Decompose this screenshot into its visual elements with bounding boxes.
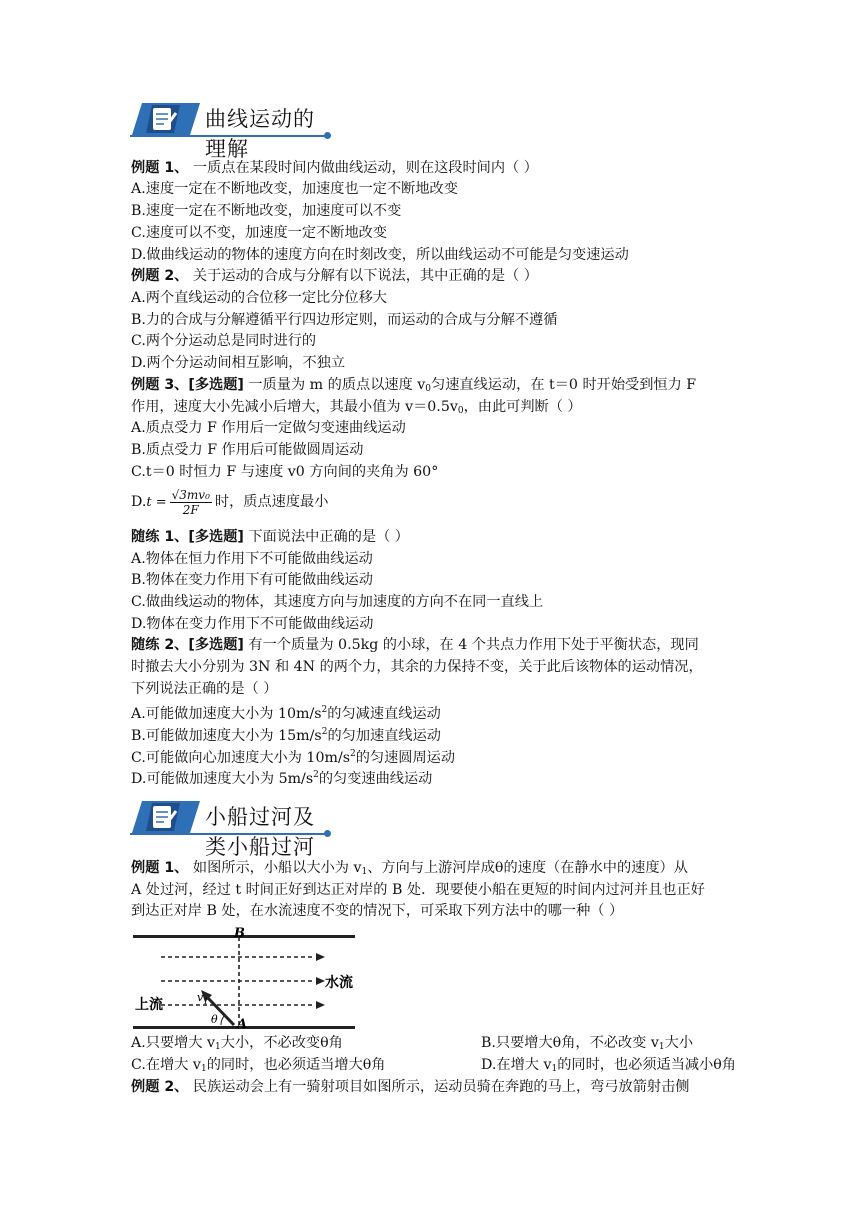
option-b: B.可能做加速度大小为 $15m/s^2$的匀加速直线运动 (131, 727, 441, 744)
river-crossing-figure (133, 927, 358, 1033)
label-water-flow: 水流 (325, 975, 353, 991)
section-title: 曲线运动的理解 (205, 107, 315, 161)
option-b: B.物体在变力作用下有可能做曲线运动 (131, 572, 373, 588)
question-text: 关于运动的合成与分解有以下说法，其中正确的是（ ） (188, 268, 538, 284)
question-text: 一质点在某段时间内做曲线运动，则在这段时间内（ ） (188, 160, 538, 176)
question-label: 例题 1、 (131, 160, 189, 176)
option-d: D.物体在变力作用下不可能做曲线运动 (131, 616, 374, 632)
question-label: 例题 2、 (131, 1079, 189, 1095)
question-ex3-cont: 作用，速度大小先减小后增大，其最小值为 $v=0.5v_0$，由此可判断（ ） (131, 399, 582, 416)
question-boat-ex1: 例题 1、 如图所示，小船以大小为 $v_1$、方向与上游河岸成θ的速度（在静水中的速度）从 (131, 860, 688, 877)
question-label: 例题 1、 (131, 860, 189, 876)
question-drill2: 随练 2、[多选题] 有一个质量为 0.5kg 的小球，在 4 个共点力作用下处于平衡状态，现同 (131, 637, 699, 653)
option-c: C.可能做向心加速度大小为 $10m/s^2$的匀速圆周运动 (131, 749, 456, 766)
question-ex3: 例题 3、[多选题] 一质量为 m 的质点以速度 $v_0$匀速直线运动，在 t＝0 时开始受到恒力 F (131, 377, 697, 394)
option-c: C.速度可以不变，加速度一定不断地改变 (131, 225, 388, 241)
label-velocity: $v_1$ (197, 991, 209, 1006)
section-title: 小船过河及类小船过河 (205, 805, 315, 859)
option-a: A.可能做加速度大小为 $10m/s^2$的匀减速直线运动 (131, 705, 441, 722)
question-boat-ex2: 例题 2、 民族运动会上有一骑射项目如图所示，运动员骑在奔跑的马上，弯弓放箭射击侧 (131, 1079, 690, 1095)
option-a: A.速度一定在不断地改变，加速度也一定不断地改变 (131, 181, 458, 197)
option-d: D.做曲线运动的物体的速度方向在时刻改变，所以曲线运动不可能是匀变速运动 (131, 247, 629, 263)
section-underline (130, 135, 330, 137)
label-upstream: 上流 (135, 997, 163, 1013)
section-underline-dot (324, 132, 331, 139)
option-d: D.t = $\frac{\text{√3mv₀}}{2F}$ 时，质点速度最小 (131, 487, 329, 517)
section-underline-dot (324, 830, 331, 837)
option-c: C.t＝0 时恒力 F 与速度 v0 方向间的夹角为 60° (131, 464, 439, 480)
question-drill2-cont: 下列说法正确的是（ ） (131, 681, 278, 697)
option-c: C.做曲线运动的物体，其速度方向与加速度的方向不在同一直线上 (131, 594, 544, 610)
question-boat-ex1-cont: 到达正对岸 B 处，在水流速度不变的情况下，可采取下列方法中的哪一种（ ） (131, 903, 624, 919)
question-label: 随练 2、[多选题] (131, 637, 244, 653)
option-b: B.只要增大θ角，不必改变 $v_1$大小 (481, 1035, 694, 1052)
option-a: A.只要增大 $v_1$大小，不必改变θ角 (131, 1035, 343, 1052)
question-boat-ex1-cont: A 处过河，经过 t 时间正好到达正对岸的 B 处．现要使小船在更短的时间内过河并且也正好 (131, 882, 705, 898)
option-d: D.可能做加速度大小为 $5m/s^2$的匀变速曲线运动 (131, 770, 433, 787)
question-label: 例题 3、[多选题] (131, 377, 244, 393)
label-theta: θ (211, 1013, 218, 1026)
label-point-a: A (237, 1017, 248, 1032)
option-d: D.两个分运动间相互影响，不独立 (131, 355, 346, 371)
question-label: 例题 2、 (131, 268, 189, 284)
option-b: B.质点受力 F 作用后可能做圆周运动 (131, 442, 364, 458)
option-c: C.在增大 $v_1$的同时，也必须适当增大θ角 (131, 1057, 386, 1074)
option-b: B.力的合成与分解遵循平行四边形定则，而运动的合成与分解不遵循 (131, 312, 558, 328)
question-label: 随练 1、[多选题] (131, 529, 244, 545)
option-d: D.在增大 $v_1$的同时，也必须适当减小θ角 (481, 1057, 736, 1074)
notepad-pencil-icon (130, 101, 200, 137)
option-a: A.物体在恒力作用下不可能做曲线运动 (131, 551, 373, 567)
question-ex2 (131, 266, 538, 287)
question-drill2-cont: 时撤去大小分别为 3N 和 4N 的两个力，其余的力保持不变，关于此后该物体的运动情况， (131, 659, 703, 675)
option-a: A.质点受力 F 作用后一定做匀变速曲线运动 (131, 420, 406, 436)
question-ex1 (131, 158, 538, 179)
label-point-b: B (234, 927, 245, 941)
section-header-curvilinear (130, 101, 330, 161)
option-b: B.速度一定在不断地改变，加速度可以不变 (131, 203, 402, 219)
question-drill1: 随练 1、[多选题] 下面说法中正确的是（ ） (131, 529, 409, 545)
option-c: C.两个分运动总是同时进行的 (131, 333, 317, 349)
notepad-pencil-icon (130, 799, 200, 835)
section-underline (130, 833, 330, 835)
option-a: A.两个直线运动的合位移一定比分位移大 (131, 290, 387, 306)
section-header-boat-crossing (130, 799, 330, 859)
formula-fraction: $\frac{\text{√3mv₀}}{2F}$ (171, 487, 210, 517)
